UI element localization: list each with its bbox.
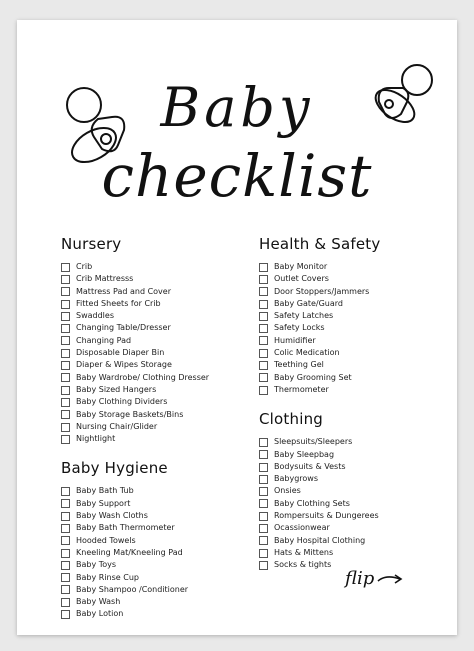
checklist-item	[259, 286, 449, 298]
checkbox[interactable]	[259, 386, 268, 395]
checklist-item-label: Safety Latches	[274, 311, 334, 321]
checkbox[interactable]	[259, 524, 268, 533]
checklist-item-label: Swaddles	[76, 311, 114, 321]
checkbox[interactable]	[259, 287, 268, 296]
checklist-item	[259, 384, 449, 396]
checkbox[interactable]	[61, 487, 70, 496]
checklist-item	[61, 535, 251, 547]
checklist-item-label: Baby Lotion	[76, 609, 124, 619]
checkbox[interactable]	[61, 336, 70, 345]
checkbox[interactable]	[259, 549, 268, 558]
checklist-item	[61, 273, 251, 285]
checklist-item-label: Teething Gel	[274, 360, 324, 370]
checklist-item	[61, 596, 251, 608]
checklist-item-label: Babygrows	[274, 474, 318, 484]
checklist-item	[259, 359, 449, 371]
checkbox[interactable]	[61, 598, 70, 607]
checklist-item-label: Baby Grooming Set	[274, 372, 352, 382]
checkbox[interactable]	[259, 324, 268, 333]
title-line-1: Baby	[160, 76, 314, 139]
checklist-item	[61, 372, 251, 384]
health-list	[259, 261, 449, 396]
checkbox[interactable]	[61, 312, 70, 321]
checklist-item-label: Baby Hospital Clothing	[274, 535, 366, 545]
checklist-item	[61, 547, 251, 559]
checklist-item	[61, 608, 251, 620]
checklist-item	[259, 298, 449, 310]
checkbox[interactable]	[61, 373, 70, 382]
checklist-item	[259, 498, 449, 510]
checkbox[interactable]	[61, 549, 70, 558]
checklist-item	[259, 372, 449, 384]
checklist-item-label: Nightlight	[76, 434, 116, 444]
checkbox[interactable]	[61, 300, 70, 309]
checkbox[interactable]	[61, 287, 70, 296]
checklist-item	[259, 310, 449, 322]
checklist-item	[259, 449, 449, 461]
checklist-item-label: Fitted Sheets for Crib	[76, 298, 161, 308]
checklist-item	[259, 273, 449, 285]
checklist-item	[259, 261, 449, 273]
section-title-clothing: Clothing	[259, 410, 324, 429]
checklist-sheet	[17, 20, 457, 635]
right-column	[259, 235, 449, 572]
checklist-item	[61, 510, 251, 522]
checklist-item-label: Hats & Mittens	[274, 547, 334, 557]
checklist-item-label: Baby Shampoo /Conditioner	[76, 584, 189, 594]
checkbox[interactable]	[61, 386, 70, 395]
checklist-item	[61, 310, 251, 322]
checkbox[interactable]	[259, 512, 268, 521]
checklist-item	[259, 473, 449, 485]
checkbox[interactable]	[61, 499, 70, 508]
checklist-item-label: Baby Support	[76, 498, 131, 508]
checklist-item	[61, 559, 251, 571]
flip-label: flip	[345, 568, 375, 589]
checkbox[interactable]	[259, 463, 268, 472]
checklist-item-label: Diaper & Wipes Storage	[76, 360, 172, 370]
clothing-list	[259, 436, 449, 571]
checklist-item-label: Baby Monitor	[274, 262, 328, 271]
checklist-item	[61, 485, 251, 497]
checklist-item	[259, 335, 449, 347]
checkbox[interactable]	[259, 438, 268, 447]
checkbox[interactable]	[61, 349, 70, 358]
checklist-item	[259, 461, 449, 473]
checklist-item	[61, 396, 251, 408]
checklist-item	[259, 522, 449, 534]
checkbox[interactable]	[259, 450, 268, 459]
checklist-item-label: Baby Gate/Guard	[274, 298, 343, 308]
checklist-item	[61, 298, 251, 310]
checklist-item-label: Changing Table/Dresser	[76, 323, 171, 333]
checklist-item	[61, 335, 251, 347]
checkbox[interactable]	[61, 423, 70, 432]
checklist-item	[61, 409, 251, 421]
checklist-item	[61, 584, 251, 596]
checklist-item-label: Baby Toys	[76, 560, 117, 570]
checklist-item-label: Humidifier	[274, 335, 316, 345]
checklist-item-label: Rompersuits & Dungerees	[274, 511, 379, 521]
checkbox[interactable]	[61, 585, 70, 594]
checkbox[interactable]	[259, 487, 268, 496]
checklist-item-label: Ocassionwear	[274, 523, 330, 533]
checklist-item-label: Outlet Covers	[274, 274, 329, 284]
checklist-item	[61, 261, 251, 273]
checklist-item	[61, 421, 251, 433]
checklist-item-label: Baby Bath Tub	[76, 486, 134, 496]
checklist-item	[259, 436, 449, 448]
checklist-item-label: Disposable Diaper Bin	[76, 348, 165, 358]
checklist-item-label: Thermometer	[274, 384, 329, 394]
checklist-item-label: Bodysuits & Vests	[274, 461, 346, 471]
checklist-item-label: Baby Bath Thermometer	[76, 523, 175, 533]
checklist-item-label: Baby Clothing Dividers	[76, 397, 168, 407]
checklist-item-label: Colic Medication	[274, 348, 340, 358]
checklist-item	[61, 322, 251, 334]
checklist-item	[259, 547, 449, 559]
checklist-item-label: Baby Storage Baskets/Bins	[76, 409, 184, 419]
checkbox[interactable]	[61, 573, 70, 582]
checklist-item-label: Socks & tights	[274, 560, 332, 570]
section-title-health: Health & Safety	[259, 235, 381, 253]
checkbox[interactable]	[61, 324, 70, 333]
checklist-item-label: Onsies	[274, 486, 301, 496]
checkbox[interactable]	[259, 475, 268, 484]
checkbox[interactable]	[61, 263, 70, 272]
checklist-item-label: Safety Locks	[274, 323, 325, 333]
checkbox[interactable]	[61, 410, 70, 419]
checklist-item-label: Mattress Pad and Cover	[76, 286, 171, 296]
checkbox[interactable]	[259, 312, 268, 321]
checklist-item-label: Changing Pad	[76, 335, 132, 345]
section-title-nursery: Nursery	[61, 235, 122, 253]
checkbox[interactable]	[259, 561, 268, 570]
checklist-item-label: Crib	[76, 262, 93, 271]
checkbox[interactable]	[61, 275, 70, 284]
checklist-item	[259, 485, 449, 497]
checkbox[interactable]	[259, 300, 268, 309]
checklist-item-label: Baby Wardrobe/ Clothing Dresser	[76, 372, 210, 382]
checklist-item-label: Baby Clothing Sets	[274, 498, 350, 508]
checkbox[interactable]	[61, 610, 70, 619]
checkbox[interactable]	[259, 336, 268, 345]
checklist-item	[61, 433, 251, 445]
checklist-item	[61, 286, 251, 298]
checklist-item-label: Baby Rinse Cup	[76, 572, 139, 582]
checklist-item-label: Hooded Towels	[76, 535, 136, 545]
flip-note	[345, 568, 404, 589]
checkbox[interactable]	[61, 561, 70, 570]
checklist-item-label: Kneeling Mat/Kneeling Pad	[76, 547, 183, 557]
checkbox[interactable]	[259, 373, 268, 382]
checkbox[interactable]	[61, 524, 70, 533]
checklist-item	[61, 522, 251, 534]
checklist-item-label: Baby Wash Cloths	[76, 511, 148, 521]
checklist-item	[61, 498, 251, 510]
checklist-item	[259, 322, 449, 334]
checklist-item	[259, 535, 449, 547]
nursery-list	[61, 261, 251, 445]
checkbox[interactable]	[259, 263, 268, 272]
checkbox[interactable]	[259, 349, 268, 358]
checklist-item-label: Sleepsuits/Sleepers	[274, 437, 353, 447]
checkbox[interactable]	[259, 275, 268, 284]
checklist-item	[61, 384, 251, 396]
checkbox[interactable]	[259, 536, 268, 545]
checkbox[interactable]	[259, 361, 268, 370]
checklist-item-label: Baby Sized Hangers	[76, 384, 157, 394]
checklist-item	[259, 510, 449, 522]
checklist-item-label: Door Stoppers/Jammers	[274, 286, 370, 296]
hygiene-list	[61, 485, 251, 620]
checkbox[interactable]	[61, 435, 70, 444]
arrow-right-icon	[376, 572, 404, 586]
section-title-hygiene: Baby Hygiene	[61, 459, 168, 478]
checklist-item	[61, 359, 251, 371]
checklist-item	[259, 347, 449, 359]
checklist-item-label: Baby Sleepbag	[274, 449, 335, 459]
title-line-2: checklist	[101, 142, 373, 210]
checklist-item-label: Nursing Chair/Glider	[76, 421, 158, 431]
checklist-item-label: Baby Wash	[76, 597, 121, 607]
checklist-item	[61, 347, 251, 359]
checkbox[interactable]	[61, 398, 70, 407]
checkbox[interactable]	[61, 512, 70, 521]
checkbox[interactable]	[61, 536, 70, 545]
checkbox[interactable]	[259, 499, 268, 508]
checklist-item-label: Crib Mattresss	[76, 274, 134, 284]
checkbox[interactable]	[61, 361, 70, 370]
left-column	[61, 235, 251, 621]
checklist-item	[61, 572, 251, 584]
